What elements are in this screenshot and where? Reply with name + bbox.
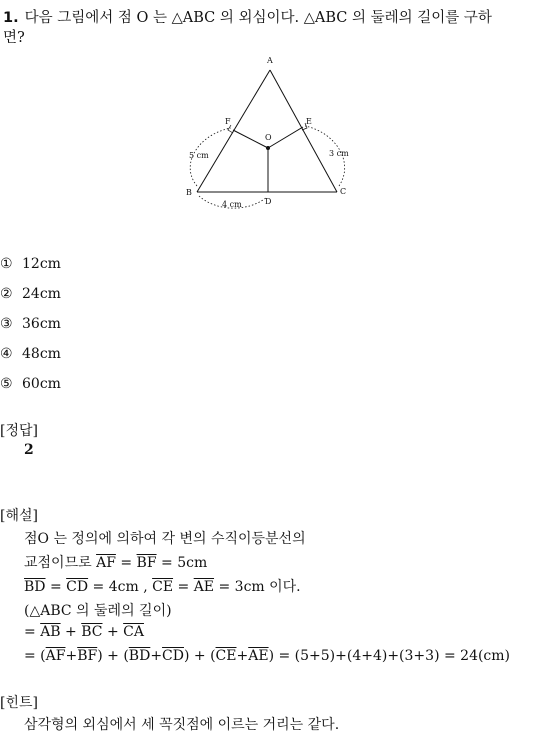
question-line-2: 면?: [3, 30, 25, 46]
triangle-figure: [185, 52, 355, 216]
choice-3[interactable]: [0, 316, 61, 332]
side-ab: [197, 70, 270, 192]
label-b: B: [186, 188, 192, 197]
segment-af-label: $\overline{AF}$: [96, 555, 116, 571]
length-bf: 5 cm: [189, 151, 209, 160]
label-a: A: [267, 56, 273, 65]
explanation-line-2-post: = 5cm: [156, 555, 208, 571]
choice-3-number: ③: [0, 316, 13, 332]
explanation-line-2: 교점이므로 $\overline{AF} = \overline{BF} = 5cm$: [24, 555, 208, 571]
choice-4-number: ④: [0, 346, 13, 362]
label-f: F: [225, 117, 231, 126]
side-ac: [270, 70, 337, 192]
right-angle-mark-f: [228, 125, 233, 133]
segment-bf-label: $\overline{BF}$: [136, 555, 157, 571]
segment-cd-label-2: $\overline{CD}$: [162, 648, 184, 664]
label-d: D: [265, 197, 272, 206]
segment-of: [233, 130, 268, 148]
segment-ab-label: $\overline{AB}$: [40, 624, 61, 640]
label-o: O: [265, 133, 272, 142]
answer-label: [정답]: [0, 423, 38, 439]
choice-1[interactable]: [0, 256, 61, 272]
choice-2-number: ②: [0, 286, 13, 302]
question-line-1: [3, 6, 492, 27]
label-c: C: [340, 187, 347, 196]
explanation-line-4: (△ABC 의 둘레의 길이): [24, 603, 172, 619]
segment-bd-label-2: $\overline{BD}$: [128, 648, 151, 664]
choice-1-text: 12cm: [22, 256, 61, 272]
label-e: E: [306, 117, 312, 126]
length-bd: 4 cm: [222, 200, 242, 209]
segment-af-label-2: $\overline{AF}$: [45, 648, 66, 664]
segment-oe: [268, 127, 303, 148]
point-o: [266, 146, 270, 150]
segment-bf-label-2: $\overline{BF}$: [77, 648, 98, 664]
explanation-line-6-post: = (5+5)+(4+4)+(3+3) = 24(cm): [274, 648, 511, 664]
choice-5[interactable]: [0, 376, 61, 392]
explanation-line-3: $\overline{BD} = \overline{CD} = 4cm$ , $\overline{CE} = \overline{AE} = 3cm$ 이다.: [24, 579, 301, 595]
question-number: 1.: [3, 10, 19, 26]
segment-bc-label: $\overline{BC}$: [81, 624, 103, 640]
explanation-line-5: = $\overline{AB} + \overline{BC} + \overline{CA}$: [24, 624, 144, 640]
answer-value: 2: [24, 442, 34, 458]
explanation-label: [해설]: [0, 508, 38, 524]
explanation-line-2-pre: 교점이므로: [24, 555, 97, 571]
choice-3-text: 36cm: [22, 316, 61, 332]
explanation-line-1: 점O 는 정의에 의하여 각 변의 수직이등분선의: [24, 531, 306, 547]
explanation-line-6: = $(\overline{AF}+\overline{BF}) + (\overline{BD}+\overline{CD}) + (\overline{CE}+\overline{AE}) = (5+5)+(4+4)+(3+3) = 24(cm)$: [24, 648, 511, 664]
segment-ca-label: $\overline{CA}$: [123, 624, 144, 640]
segment-ce-label: $\overline{CE}$: [152, 579, 174, 595]
explanation-line-3-mid: = 4cm ,: [88, 579, 153, 595]
choice-5-number: ⑤: [0, 376, 13, 392]
choice-2-text: 24cm: [22, 286, 61, 302]
length-ce: 3 cm: [329, 149, 349, 158]
segment-ae-label-2: $\overline{AE}$: [248, 648, 269, 664]
question-text-1: 다음 그림에서 점 O 는 △ABC 의 외심이다. △ABC 의 둘레의 길이를 구하: [24, 10, 492, 26]
segment-ae-label: $\overline{AE}$: [193, 579, 215, 595]
segment-ce-label-2: $\overline{CE}$: [215, 648, 237, 664]
segment-bd-label: $\overline{BD}$: [24, 579, 46, 595]
hint-text: 삼각형의 외심에서 세 꼭짓점에 이르는 거리는 같다.: [24, 717, 340, 733]
choice-2[interactable]: [0, 286, 61, 302]
choice-5-text: 60cm: [22, 376, 61, 392]
explanation-line-3-post: = 3cm 이다.: [214, 579, 301, 595]
choice-4-text: 48cm: [22, 346, 61, 362]
hint-label: [힌트]: [0, 695, 38, 711]
segment-cd-label: $\overline{CD}$: [66, 579, 89, 595]
choice-4[interactable]: [0, 346, 61, 362]
choice-1-number: ①: [0, 256, 13, 272]
